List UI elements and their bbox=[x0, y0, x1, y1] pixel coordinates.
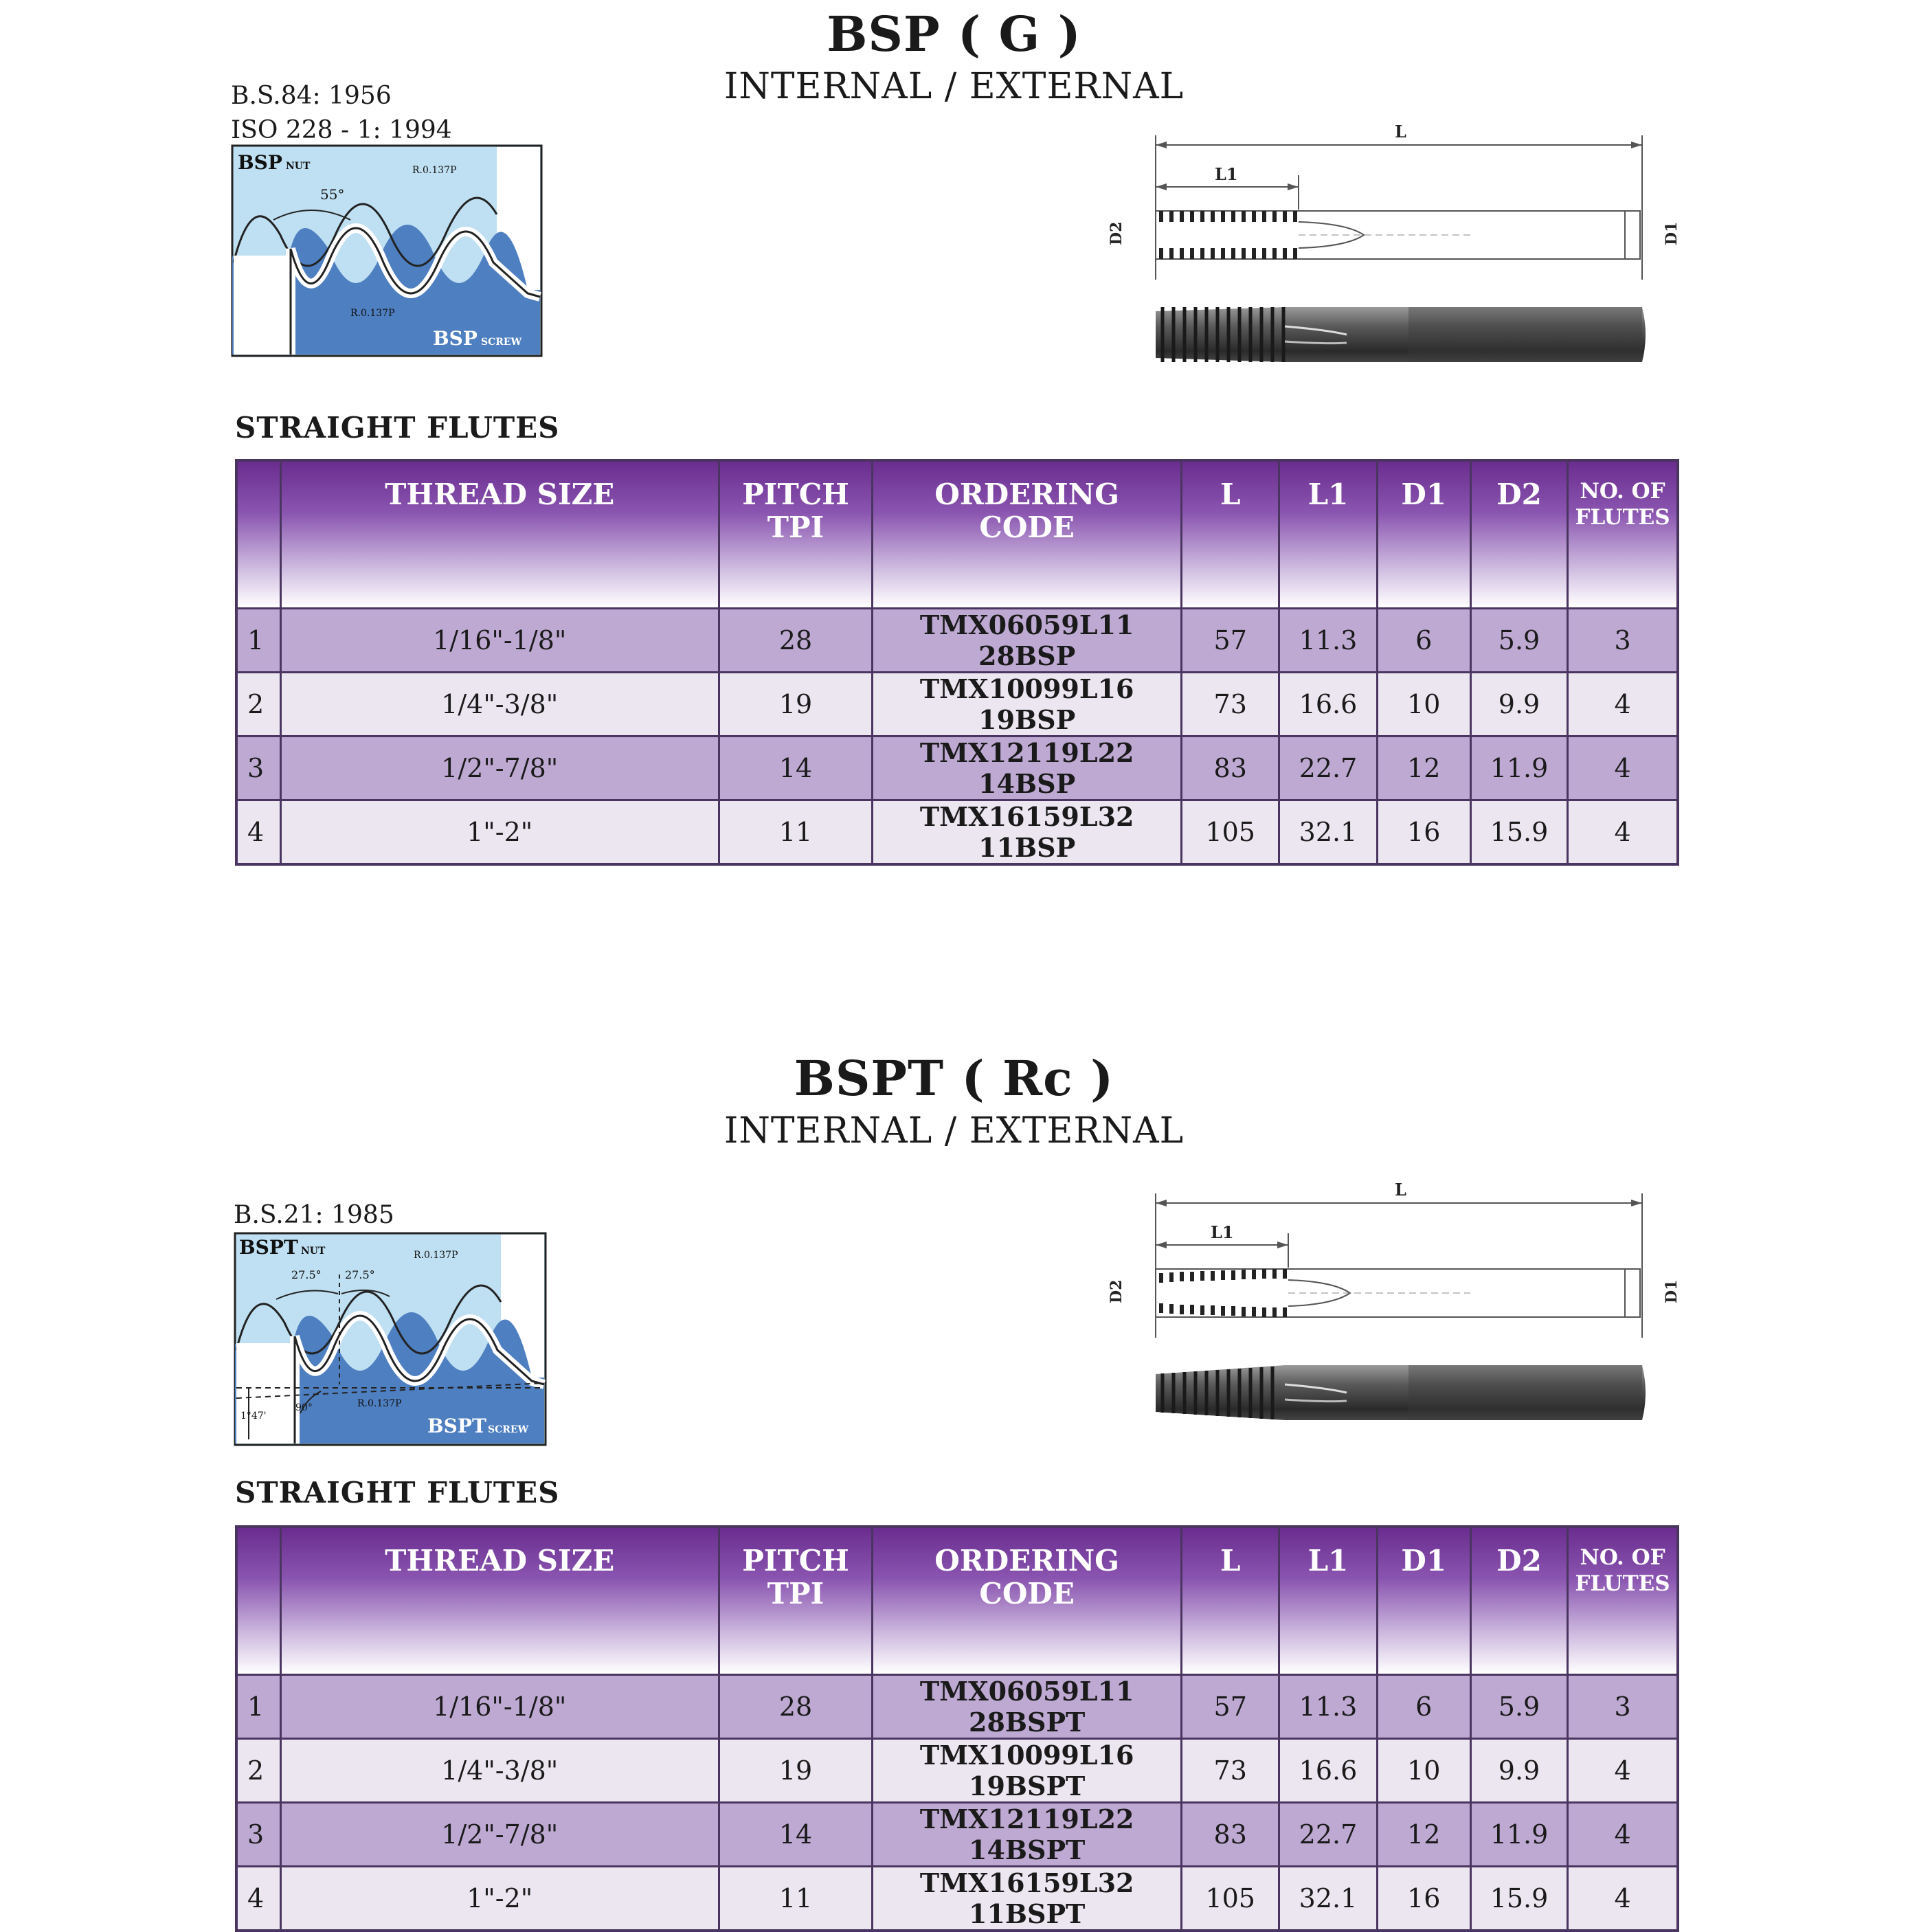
thread-profile-diagram bbox=[232, 146, 541, 356]
cell-L1: 11.3 bbox=[1279, 1675, 1377, 1739]
header-L1: L1 bbox=[1279, 1527, 1377, 1675]
cell-L: 73 bbox=[1182, 1739, 1279, 1803]
cell-pitch: 28 bbox=[719, 1675, 872, 1739]
screw-sub-label: SCREW bbox=[481, 337, 522, 348]
header-pitch bbox=[719, 1527, 872, 1675]
dimension-D2: D2 bbox=[1108, 221, 1125, 245]
cell-flutes: 4 bbox=[1568, 1739, 1678, 1803]
cell-pitch: 14 bbox=[719, 1803, 872, 1867]
row-index: 1 bbox=[236, 609, 280, 673]
cell-D2: 9.9 bbox=[1470, 673, 1567, 737]
cell-L1: 22.7 bbox=[1279, 737, 1377, 800]
cell-L: 73 bbox=[1182, 673, 1279, 737]
cell-L1: 16.6 bbox=[1279, 1739, 1377, 1803]
dimension-D1: D1 bbox=[1663, 1279, 1681, 1303]
cell-pitch: 14 bbox=[719, 737, 872, 800]
cell-D2: 5.9 bbox=[1470, 1675, 1567, 1739]
cell-ordering-code: TMX10099L16 19BSPT bbox=[873, 1739, 1182, 1803]
cell-pitch: 11 bbox=[719, 1867, 872, 1931]
cell-flutes: 4 bbox=[1568, 800, 1678, 865]
header-D2: D2 bbox=[1470, 1527, 1567, 1675]
cell-L: 83 bbox=[1182, 1803, 1279, 1867]
radius-top-label: R.0.137P bbox=[412, 165, 457, 176]
cell-flutes: 4 bbox=[1568, 673, 1678, 737]
cell-L: 105 bbox=[1182, 1867, 1279, 1931]
header-D2: D2 bbox=[1470, 460, 1567, 609]
cell-D2: 11.9 bbox=[1470, 737, 1567, 800]
nut-label: BSPT bbox=[239, 1236, 298, 1259]
header-index bbox=[236, 1527, 280, 1675]
cell-D1: 16 bbox=[1377, 800, 1470, 865]
dimension-L1: L1 bbox=[1211, 1222, 1234, 1242]
section-title: BSPT ( Rc ) bbox=[794, 1050, 1114, 1107]
nut-sub-label: NUT bbox=[301, 1246, 326, 1257]
cell-D1: 12 bbox=[1377, 1803, 1470, 1867]
cell-L: 105 bbox=[1182, 800, 1279, 865]
taper-label: 1°47' bbox=[240, 1411, 267, 1422]
table-row bbox=[236, 737, 1678, 800]
thread-profile-diagram bbox=[235, 1233, 546, 1445]
cell-ordering-code: TMX16159L32 11BSPT bbox=[873, 1867, 1182, 1931]
cell-flutes: 3 bbox=[1568, 609, 1678, 673]
dimension-L: L bbox=[1395, 1180, 1406, 1200]
table-row bbox=[236, 609, 1678, 673]
cell-ordering-code: TMX12119L22 14BSPT bbox=[873, 1803, 1182, 1867]
spec-table bbox=[235, 459, 1679, 866]
cell-D2: 5.9 bbox=[1470, 609, 1567, 673]
angle-right-label: 27.5° bbox=[345, 1268, 375, 1281]
header-ordering-code-label: ORDERING CODE bbox=[934, 478, 1120, 544]
cell-thread-size: 1/16"-1/8" bbox=[280, 1675, 719, 1739]
cell-D1: 10 bbox=[1377, 1739, 1470, 1803]
row-index: 4 bbox=[236, 1867, 280, 1931]
header-ordering-code bbox=[873, 1527, 1182, 1675]
header-L: L bbox=[1182, 1527, 1279, 1675]
standard-ref: ISO 228 - 1: 1994 bbox=[231, 116, 452, 144]
cell-D1: 12 bbox=[1377, 737, 1470, 800]
dimension-D1: D1 bbox=[1663, 221, 1681, 245]
header-pitch-label: PITCH TPI bbox=[742, 1544, 849, 1610]
row-index: 2 bbox=[236, 673, 280, 737]
tool-drawing bbox=[1108, 1178, 1690, 1433]
header-D1: D1 bbox=[1377, 1527, 1470, 1675]
cell-thread-size: 1/16"-1/8" bbox=[280, 609, 719, 673]
standards-list bbox=[231, 79, 452, 148]
flutes-label: STRAIGHT FLUTES bbox=[235, 1476, 560, 1509]
cell-thread-size: 1/2"-7/8" bbox=[280, 1803, 719, 1867]
table-header-row bbox=[236, 1527, 1678, 1675]
row-index: 3 bbox=[236, 1803, 280, 1867]
screw-label: BSPT bbox=[427, 1415, 486, 1437]
cell-D2: 15.9 bbox=[1470, 800, 1567, 865]
cell-L: 83 bbox=[1182, 737, 1279, 800]
table-row bbox=[236, 1675, 1678, 1739]
row-index: 4 bbox=[236, 800, 280, 865]
header-pitch-label: PITCH TPI bbox=[742, 478, 849, 544]
cell-L: 57 bbox=[1182, 1675, 1279, 1739]
cell-pitch: 11 bbox=[719, 800, 872, 865]
header-D1: D1 bbox=[1377, 460, 1470, 609]
section-subtitle: INTERNAL / EXTERNAL bbox=[723, 1110, 1185, 1152]
nut-label: BSP bbox=[238, 151, 282, 174]
spec-table bbox=[235, 1525, 1679, 1932]
cell-flutes: 4 bbox=[1568, 1867, 1678, 1931]
cell-flutes: 3 bbox=[1568, 1675, 1678, 1739]
cell-D1: 16 bbox=[1377, 1867, 1470, 1931]
dimension-L: L bbox=[1395, 122, 1406, 142]
cell-ordering-code: TMX10099L16 19BSP bbox=[873, 673, 1182, 737]
cell-L1: 32.1 bbox=[1279, 800, 1377, 865]
header-L1: L1 bbox=[1279, 460, 1377, 609]
cell-ordering-code: TMX12119L22 14BSP bbox=[873, 737, 1182, 800]
cell-thread-size: 1"-2" bbox=[280, 1867, 719, 1931]
radius-top-label: R.0.137P bbox=[414, 1250, 458, 1261]
table-row bbox=[236, 800, 1678, 865]
header-no-of-flutes bbox=[1568, 460, 1678, 609]
cell-D1: 6 bbox=[1377, 609, 1470, 673]
row-index: 2 bbox=[236, 1739, 280, 1803]
cell-D2: 15.9 bbox=[1470, 1867, 1567, 1931]
cell-ordering-code: TMX06059L11 28BSP bbox=[873, 609, 1182, 673]
standard-ref: B.S.21: 1985 bbox=[234, 1201, 394, 1229]
header-thread-size: THREAD SIZE bbox=[280, 460, 719, 609]
cell-pitch: 19 bbox=[719, 1739, 872, 1803]
table-row bbox=[236, 1739, 1678, 1803]
row-index: 1 bbox=[236, 1675, 280, 1739]
header-pitch bbox=[719, 460, 872, 609]
cell-L1: 16.6 bbox=[1279, 673, 1377, 737]
angle-label: 55° bbox=[320, 186, 345, 203]
standards-list bbox=[234, 1198, 394, 1233]
screw-label: BSP bbox=[433, 327, 478, 350]
row-index: 3 bbox=[236, 737, 280, 800]
header-thread-size: THREAD SIZE bbox=[280, 1527, 719, 1675]
header-L: L bbox=[1182, 460, 1279, 609]
dimension-L1: L1 bbox=[1215, 164, 1238, 184]
header-no-of-flutes bbox=[1568, 1527, 1678, 1675]
radius-bottom-label: R.0.137P bbox=[350, 308, 395, 319]
cell-thread-size: 1"-2" bbox=[280, 800, 719, 865]
cell-D2: 11.9 bbox=[1470, 1803, 1567, 1867]
header-no-of-flutes-label: NO. OF FLUTES bbox=[1575, 479, 1670, 530]
standard-ref: B.S.84: 1956 bbox=[231, 82, 392, 110]
cell-L1: 32.1 bbox=[1279, 1867, 1377, 1931]
cell-pitch: 28 bbox=[719, 609, 872, 673]
header-index bbox=[236, 460, 280, 609]
table-row bbox=[236, 1867, 1678, 1931]
cell-pitch: 19 bbox=[719, 673, 872, 737]
cell-L1: 11.3 bbox=[1279, 609, 1377, 673]
header-no-of-flutes-label: NO. OF FLUTES bbox=[1575, 1545, 1670, 1596]
cell-ordering-code: TMX16159L32 11BSP bbox=[873, 800, 1182, 865]
cell-D2: 9.9 bbox=[1470, 1739, 1567, 1803]
section-subtitle: INTERNAL / EXTERNAL bbox=[723, 66, 1185, 107]
screw-sub-label: SCREW bbox=[488, 1424, 529, 1435]
header-ordering-code bbox=[873, 460, 1182, 609]
cell-thread-size: 1/4"-3/8" bbox=[280, 1739, 719, 1803]
cell-flutes: 4 bbox=[1568, 737, 1678, 800]
cell-ordering-code: TMX06059L11 28BSPT bbox=[873, 1675, 1182, 1739]
tool-drawing bbox=[1108, 120, 1690, 374]
table-row bbox=[236, 673, 1678, 737]
nut-sub-label: NUT bbox=[286, 161, 311, 172]
cell-flutes: 4 bbox=[1568, 1803, 1678, 1867]
radius-bottom-label: R.0.137P bbox=[357, 1398, 402, 1409]
dimension-D2: D2 bbox=[1108, 1279, 1125, 1303]
cell-L: 57 bbox=[1182, 609, 1279, 673]
cell-L1: 22.7 bbox=[1279, 1803, 1377, 1867]
cell-thread-size: 1/2"-7/8" bbox=[280, 737, 719, 800]
right-angle-label: 90° bbox=[295, 1402, 313, 1413]
cell-thread-size: 1/4"-3/8" bbox=[280, 673, 719, 737]
section-title: BSP ( G ) bbox=[827, 5, 1081, 63]
angle-left-label: 27.5° bbox=[291, 1268, 322, 1281]
cell-D1: 10 bbox=[1377, 673, 1470, 737]
flutes-label: STRAIGHT FLUTES bbox=[235, 411, 560, 445]
cell-D1: 6 bbox=[1377, 1675, 1470, 1739]
header-ordering-code-label: ORDERING CODE bbox=[934, 1544, 1120, 1610]
table-row bbox=[236, 1803, 1678, 1867]
table-header-row bbox=[236, 460, 1678, 609]
